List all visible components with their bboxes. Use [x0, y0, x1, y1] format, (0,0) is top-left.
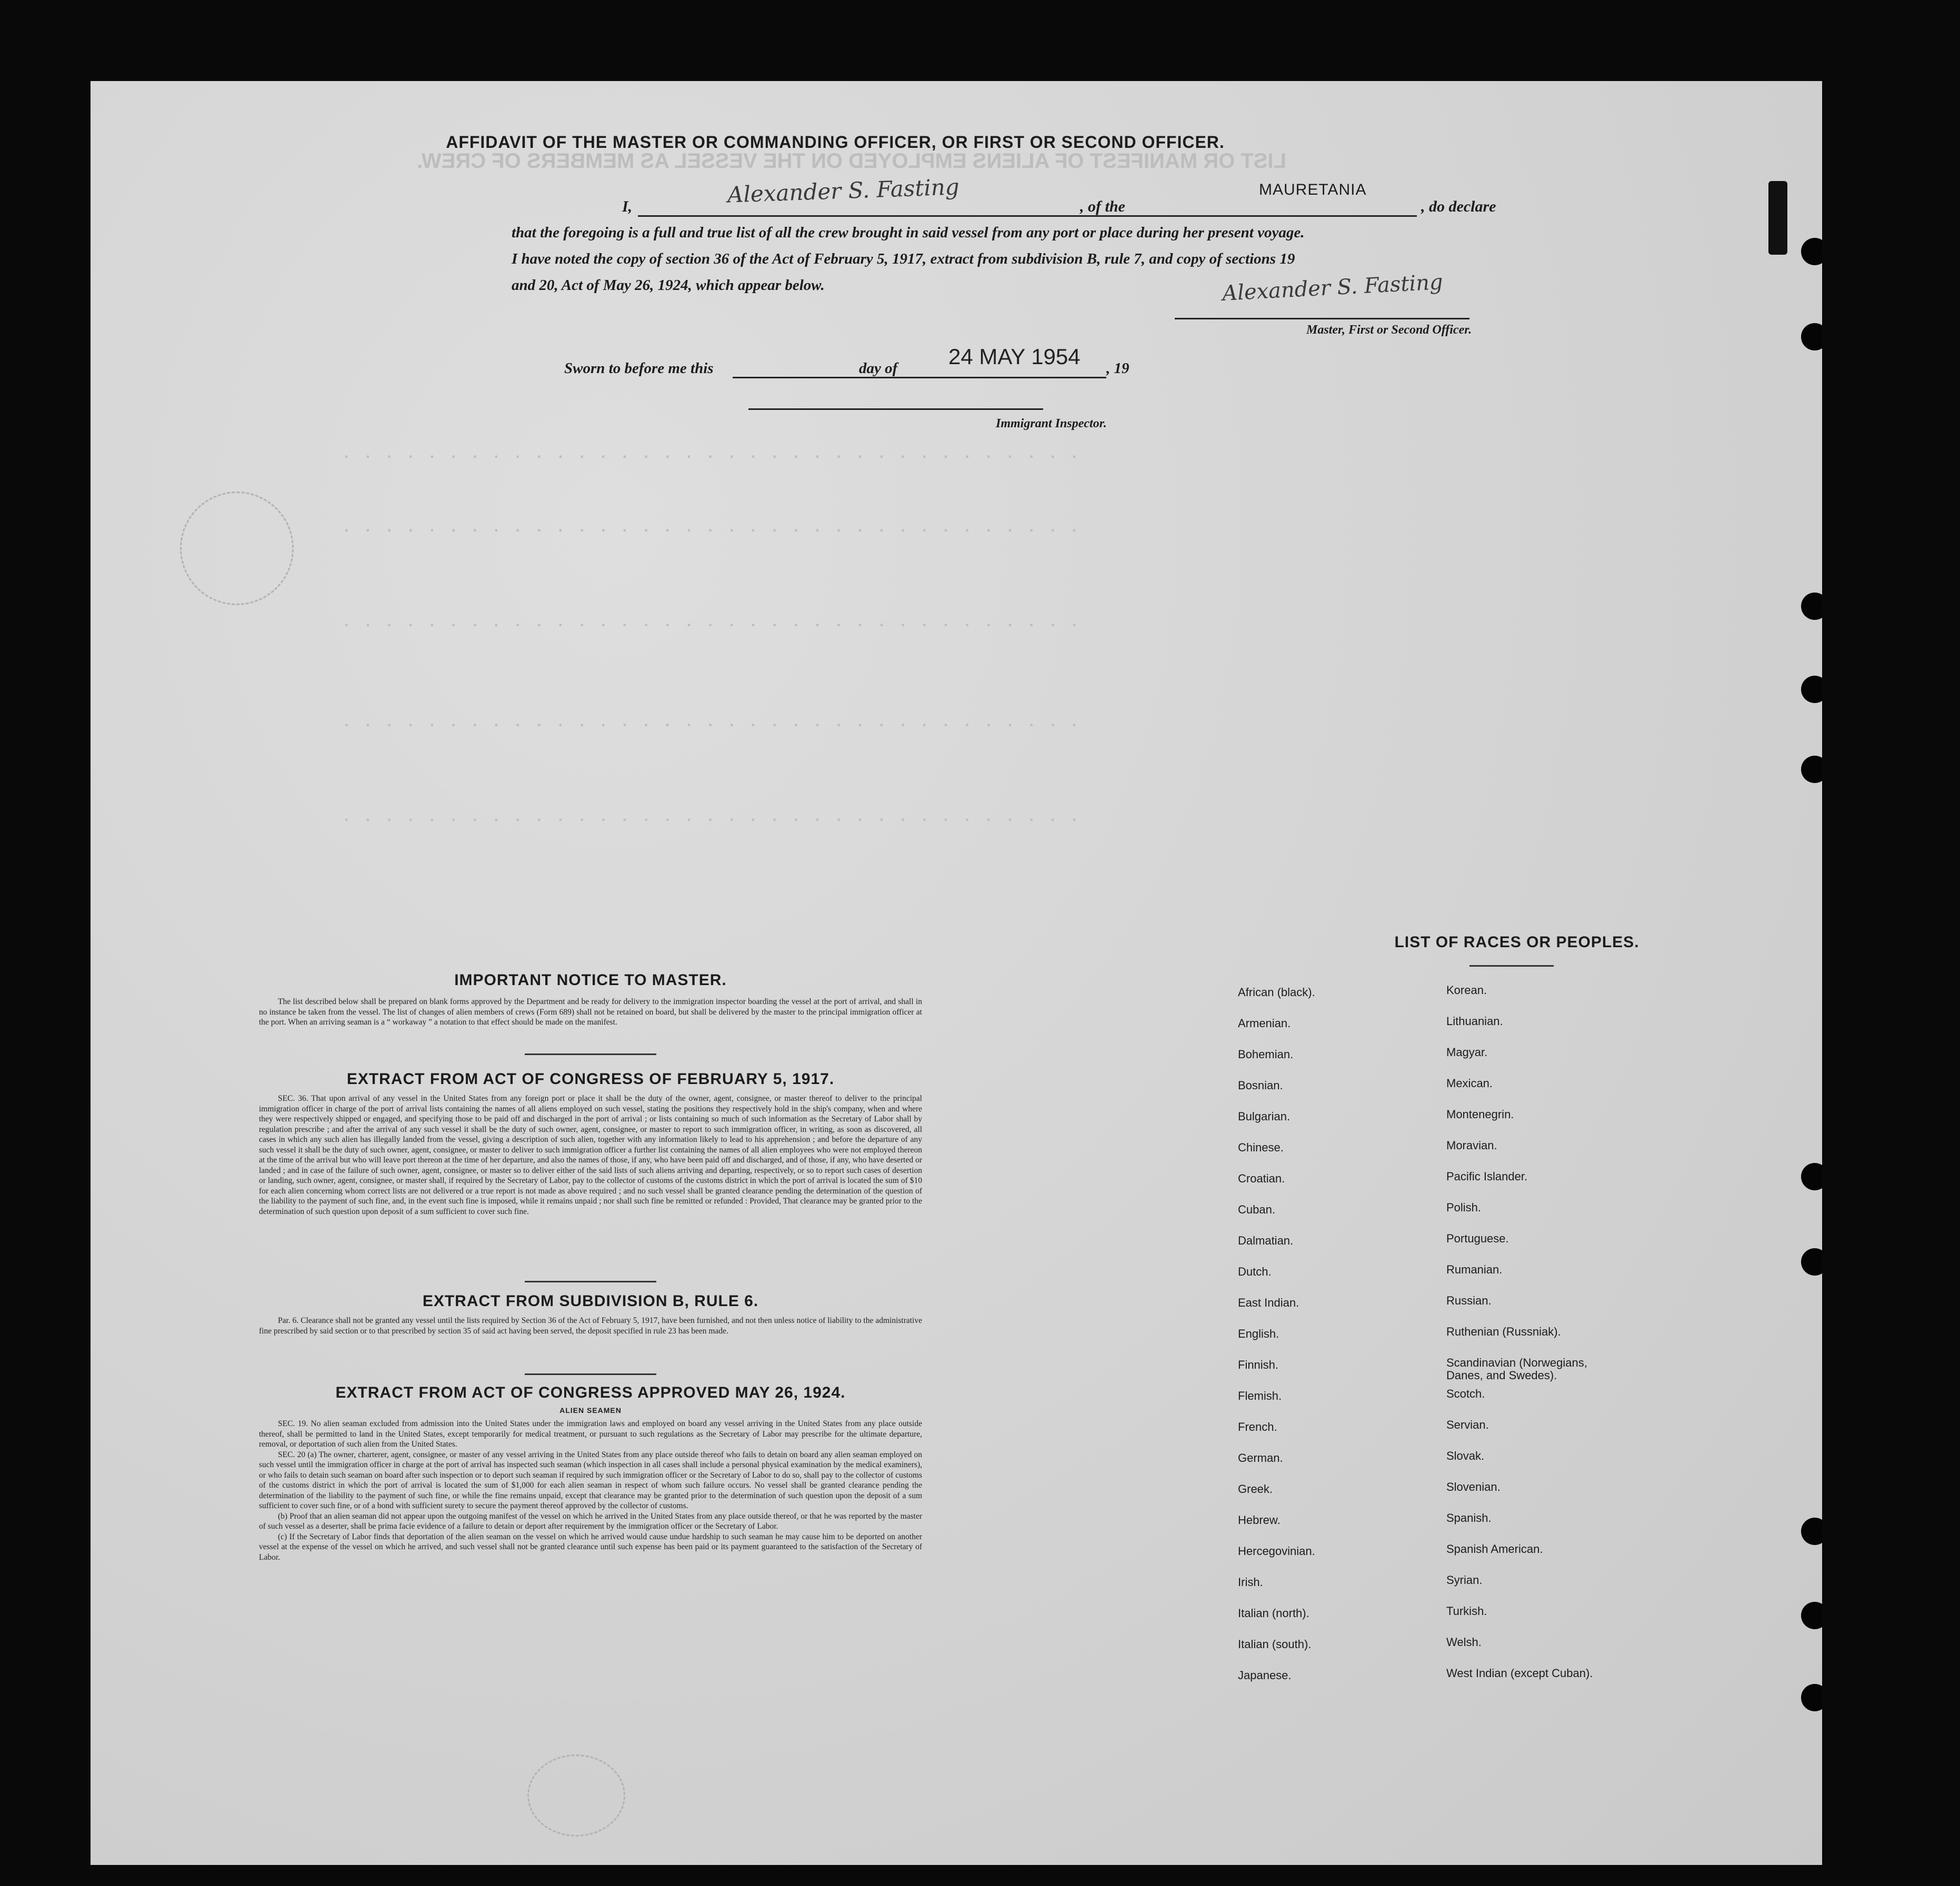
extract-1924-body [259, 1419, 922, 1562]
race-item: Russian. [1446, 1294, 1492, 1307]
race-item: Spanish American. [1446, 1542, 1543, 1556]
races-title-rule [1469, 965, 1554, 967]
affidavit-line4: and 20, Act of May 26, 1924, which appear below. [512, 277, 825, 294]
extract-1917-title: EXTRACT FROM ACT OF CONGRESS OF FEBRUARY 5, 1917. [346, 1070, 835, 1088]
race-item: Italian (north). [1238, 1607, 1309, 1620]
sworn-day-line [733, 377, 943, 378]
race-item: Dalmatian. [1238, 1234, 1294, 1247]
race-item: Korean. [1446, 984, 1487, 997]
race-item: Servian. [1446, 1418, 1489, 1431]
affidavit-title: AFFIDAVIT OF THE MASTER OR COMMANDING OFFICER, OR FIRST OR SECOND OFFICER. [446, 133, 1225, 152]
race-item: Moravian. [1446, 1139, 1497, 1152]
year-prefix: , 19 [1106, 360, 1129, 377]
alien-seamen-subtitle: ALIEN SEAMEN [559, 1406, 622, 1414]
race-item: Syrian. [1446, 1573, 1483, 1587]
affidavit-line2: that the foregoing is a full and true list of all the crew brought in said vessel from any port or place during her present voyage. [512, 224, 1305, 241]
race-item: Bosnian. [1238, 1079, 1283, 1092]
faded-stamp [180, 491, 294, 605]
binder-hole [1801, 756, 1822, 783]
bleed-through-text: . . . . . . . . . . . . . . . . . . . . . . . . . . . . . . . . . . . [338, 713, 1077, 730]
race-item: Japanese. [1238, 1669, 1292, 1682]
master-signature-line [1175, 318, 1469, 319]
race-item: Pacific Islander. [1446, 1170, 1528, 1183]
race-item: West Indian (except Cuban). [1446, 1667, 1593, 1680]
vessel-line [1154, 215, 1417, 217]
race-item: Croatian. [1238, 1172, 1285, 1185]
race-item: Flemish. [1238, 1389, 1282, 1402]
race-item: Scotch. [1446, 1387, 1485, 1400]
race-item: English. [1238, 1327, 1279, 1340]
par-6-paragraph: Par. 6. Clearance shall not be granted any vessel until the lists required by Section 36 of the Act of February 5, 1917, have been furnished, and not then unless notice of liability to the administrative fine prescribed by said section or to that prescribed by section 35 of said act having been served, the deposit specified in rule 23 has been made. [259, 1316, 922, 1336]
races-title: LIST OF RACES OR PEOPLES. [1394, 934, 1639, 951]
race-item: Armenian. [1238, 1017, 1291, 1030]
subdivision-b-body [259, 1316, 922, 1336]
race-item: Welsh. [1446, 1636, 1482, 1649]
race-item: French. [1238, 1420, 1277, 1433]
race-item: Cuban. [1238, 1203, 1275, 1216]
race-item: Ruthenian (Russniak). [1446, 1325, 1561, 1338]
notice-body [259, 997, 922, 1028]
bleed-through-text: . . . . . . . . . . . . . . . . . . . . . . . . . . . . . . . . . . . [338, 807, 1077, 825]
race-item: Montenegrin. [1446, 1108, 1514, 1121]
section-divider [525, 1373, 656, 1375]
section-divider [525, 1054, 656, 1055]
race-item: Rumanian. [1446, 1263, 1503, 1276]
day-of-text: day of [859, 360, 898, 377]
race-item: German. [1238, 1451, 1283, 1464]
date-line [938, 377, 1106, 378]
sec-20a-paragraph: SEC. 20 (a) The owner, charterer, agent, consignee, or master of any vessel arriving in the United States from any place outside thereof who fails to detain on board any alien seaman employed on such vessel until the immigration officer in charge at the port of arrival has inspected such seaman (which inspection in all cases shall include a personal physical examination by the medical examiners), or who fails to detain such seaman on board after such inspection or to deport such seaman if required by such immigration officer or the Secretary of Labor to do so, shall pay to the collector of customs of the customs district in which the port of arrival is located the sum of $1,000 for each alien seaman in respect of whom such failure occurs. No vessel shall be granted clearance pending the determination of the liability to the payment of such fine, or while the fine remains unpaid, except that clearance may be granted prior to the determination of such question upon the deposit of a sum sufficient to cover such fine, or of a bond with sufficient surety to secure the payment thereof approved by the collector of customs. [259, 1450, 922, 1510]
race-item: Hercegovinian. [1238, 1544, 1315, 1558]
inspector-line [748, 408, 1043, 410]
bleed-through-text: LIST OR MANIFEST OF ALIENS EMPLOYED ON THE VESSEL AS MEMBERS OF CREW. [417, 149, 1286, 173]
race-item: Chinese. [1238, 1141, 1284, 1154]
race-item: Portuguese. [1446, 1232, 1509, 1245]
affidavit-i: I, [622, 198, 633, 215]
inspector-caption: Immigrant Inspector. [996, 417, 1107, 430]
binder-hole [1801, 1248, 1822, 1276]
sec-19-paragraph: SEC. 19. No alien seaman excluded from admission into the United States under the immigration laws and employed on board any vessel arriving in the United States from any place outside thereof, shall be permitted to land in the United States, except temporarily for medical treatment, or pursuant to such regulations as the Secretary of Labor may prescribe for the ultimate departure, removal, or deportation of such alien from the United States. [259, 1419, 922, 1449]
date-stamp: 24 MAY 1954 [948, 344, 1081, 369]
sworn-text: Sworn to before me this [564, 360, 714, 377]
race-item: Greek. [1238, 1482, 1273, 1496]
race-item: Irish. [1238, 1576, 1263, 1589]
binder-hole [1801, 1684, 1822, 1711]
race-item: Finnish. [1238, 1358, 1279, 1371]
document-page [91, 81, 1822, 1865]
race-item: Magyar. [1446, 1046, 1488, 1059]
race-item: Polish. [1446, 1201, 1482, 1214]
affidavit-declare: , do declare [1421, 198, 1496, 215]
binder-hole [1801, 1163, 1822, 1190]
race-item: Bohemian. [1238, 1048, 1294, 1061]
ink-mark [1768, 181, 1787, 255]
race-item: Lithuanian. [1446, 1015, 1503, 1028]
faded-stamp [527, 1754, 625, 1837]
race-item: Spanish. [1446, 1511, 1492, 1524]
binder-hole [1801, 1518, 1822, 1545]
bleed-through-text: . . . . . . . . . . . . . . . . . . . . . . . . . . . . . . . . . . . [338, 518, 1077, 535]
sec-20c-paragraph: (c) If the Secretary of Labor finds that deportation of the alien seaman on the vessel on which he arrived would cause undue hardship to such seaman he may cause him to be deported on another vessel at the expense of the vessel on which he arrived, and such vessel shall not be granted clearance until such expense has been paid or its payment guaranteed to the satisfaction of the Secretary of Labor. [259, 1532, 922, 1562]
extract-1924-title: EXTRACT FROM ACT OF CONGRESS APPROVED MAY 26, 1924. [335, 1384, 846, 1401]
notice-paragraph: The list described below shall be prepared on blank forms approved by the Department and be ready for delivery to the immigration inspector boarding the vessel at the port of arrival, and shall in no instance be taken from the vessel. The list of changes of alien members of crews (Form 689) shall not be retained on board, but shall be delivered by the master to the principal immigration officer at the port. When an arriving seaman is a “ workaway ” a notation to that effect should be made on the manifest. [259, 997, 922, 1027]
vessel-name: MAURETANIA [1259, 181, 1367, 198]
sec-20b-paragraph: (b) Proof that an alien seaman did not appear upon the outgoing manifest of the vessel on which he arrived in the United States from any place outside thereof, or that he was reported by the master of such vessel as a deserter, shall be prima facie evidence of a failure to detain or deport after requirement by the immigration officer or the Secretary of Labor. [259, 1511, 922, 1531]
binder-hole [1801, 676, 1822, 703]
extract-1917-body [259, 1094, 922, 1217]
subdivision-b-title: EXTRACT FROM SUBDIVISION B, RULE 6. [422, 1292, 759, 1310]
sec-36-paragraph: SEC. 36. That upon arrival of any vessel in the United States from any foreign port or place it shall be the duty of the owner, agent, consignee, or master thereof to deliver to the principal immigration officer in charge of the port of arrival lists containing the names of all aliens employed on such vessel, stating the positions they respectively hold in the ship's company, when and where they were respectively shipped or engaged, and specifying those to be paid off and discharged in the port of arrival ; or lists containing so much of such information as the Secretary of Labor shall by regulation prescribe ; and after the arrival of any such vessel it shall be the duty of such owner, agent, consignee, or master to report to such immigration officer, in writing, as soon as discovered, all cases in which any such alien has illegally landed from the vessel, giving a description of such alien, together with any information likely to lead to his apprehension ; and before the departure of any such vessel it shall be the duty of such owner, agent, consignee, or master to deliver to such immigration officer a further list containing the names of all alien employees who were not employed thereon at the time of the arrival but who will leave port thereon at the time of her departure, and also the names of those, if any, who have been paid off and discharged, and of those, if any, who have deserted or landed ; and in case of the failure of such owner, agent, consignee, or master so to deliver either of the said lists of such aliens arriving and departing, respectively, or so to report such cases of desertion or landing, such owner, agent, consignee, or master shall, if required by the Secretary of Labor, pay to the collector of customs of the customs district in which the port of arrival is located the sum of $10 for each alien concerning whom correct lists are not delivered or a true report is not made as above required ; and no such vessel shall be granted clearance pending the determination of the question of the liability to the payment of such fine, and, in the event such fine is imposed, while it remains unpaid ; nor shall such fine be remitted or refunded : Provided, That clearance may be granted prior to the determination of such question upon deposit of a sum sufficient to cover such fine. [259, 1094, 922, 1216]
binder-hole [1801, 323, 1822, 350]
bleed-through-text: . . . . . . . . . . . . . . . . . . . . . . . . . . . . . . . . . . . [338, 444, 1077, 462]
race-item: Dutch. [1238, 1265, 1272, 1278]
affidavit-line3: I have noted the copy of section 36 of the Act of February 5, 1917, extract from subdivision B, rule 7, and copy of sections 19 [512, 250, 1295, 267]
race-item: Italian (south). [1238, 1638, 1312, 1651]
bleed-through-text: . . . . . . . . . . . . . . . . . . . . . . . . . . . . . . . . . . . [338, 613, 1077, 630]
race-item: Slovak. [1446, 1449, 1485, 1462]
race-item: Hebrew. [1238, 1513, 1281, 1527]
master-signature: Alexander S. Fasting [1222, 270, 1444, 306]
officer-signature: Alexander S. Fasting [727, 174, 960, 208]
binder-hole [1801, 238, 1822, 265]
race-item: Bulgarian. [1238, 1110, 1291, 1123]
affidavit-of-the: , of the [1080, 198, 1125, 215]
race-item: East Indian. [1238, 1296, 1299, 1309]
binder-hole [1801, 593, 1822, 620]
race-item: Slovenian. [1446, 1480, 1501, 1493]
race-item: Mexican. [1446, 1077, 1493, 1090]
section-divider [525, 1281, 656, 1282]
binder-hole [1801, 1602, 1822, 1629]
race-item: African (black). [1238, 986, 1315, 999]
race-item: Scandinavian (Norwegians, Danes, and Swedes). [1446, 1356, 1587, 1382]
race-item: Turkish. [1446, 1604, 1487, 1618]
master-caption: Master, First or Second Officer. [1306, 323, 1472, 337]
notice-title: IMPORTANT NOTICE TO MASTER. [454, 971, 727, 989]
